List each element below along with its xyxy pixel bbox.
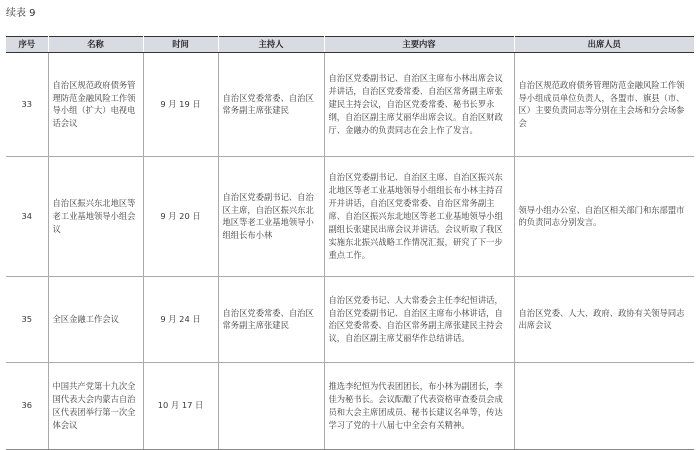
header-number: 序号 (6, 37, 48, 53)
header-name: 名称 (48, 37, 143, 53)
cell-name: 全区金融工作会议 (48, 276, 143, 362)
cell-host: 自治区党委常委、自治区常务副主席张建民 (218, 52, 324, 156)
cell-attendees: 自治区党委、人大、政府、政协有关领导同志出席会议 (514, 276, 694, 362)
table-row (6, 52, 694, 156)
cell-number: 35 (6, 276, 48, 362)
cell-number: 34 (6, 156, 48, 276)
cell-name: 自治区振兴东北地区等老工业基地领导小组会议 (48, 156, 143, 276)
cell-content: 自治区党委书记、人大常委会主任李纪恒讲话，自治区党委副书记、自治区主席布小林讲话，自治区党委常委、自治区常务副主席张建民主持会议，自治区副主席艾丽华作总结讲话。 (324, 276, 514, 362)
table-row (6, 156, 694, 276)
cell-number: 33 (6, 52, 48, 156)
cell-attendees (514, 362, 694, 449)
table-row (6, 276, 694, 362)
header-time: 时间 (143, 37, 218, 53)
cell-host: 自治区党委副书记、自治区主席，自治区振兴东北地区等老工业基地领导小组组长布小林 (218, 156, 324, 276)
cell-name: 自治区规范政府债务管理防范金融风险工作领导小组（扩大）电视电话会议 (48, 52, 143, 156)
table-row (6, 362, 694, 449)
cell-time: 9 月 20 日 (143, 156, 218, 276)
cell-host (218, 362, 324, 449)
cell-host: 自治区党委常委、自治区常务副主席张建民 (218, 276, 324, 362)
cell-content: 自治区党委副书记、自治区主席布小林出席会议并讲话，自治区党委常委、自治区常务副主席张建民主持会议，自治区党委常委、秘书长罗永纲，自治区副主席艾丽华出席会议。自治区财政厅、金融办的负责同志在会上作了发言。 (324, 52, 514, 156)
table-header-row (6, 37, 694, 53)
cell-content: 推选李纪恒为代表团团长，布小林为副团长，李佳为秘书长。会议酝酿了代表资格审查委员会成员和大会主席团成员、秘书长建议名单等，传达学习了党的十八届七中全会有关精神。 (324, 362, 514, 449)
cell-attendees: 自治区规范政府债务管理防范金融风险工作领导小组成员单位负责人，各盟市、旗县（市、区）主要负责同志等分别在主会场和分会场参会 (514, 52, 694, 156)
header-content: 主要内容 (324, 37, 514, 53)
cell-number: 36 (6, 362, 48, 449)
header-host: 主持人 (218, 37, 324, 53)
cell-time: 10 月 17 日 (143, 362, 218, 449)
table-caption: 续表 9 (6, 8, 36, 19)
cell-time: 9 月 19 日 (143, 52, 218, 156)
cell-time: 9 月 24 日 (143, 276, 218, 362)
cell-attendees: 领导小组办公室、自治区相关部门和东部盟市的负责同志分别发言。 (514, 156, 694, 276)
cell-content: 自治区党委副书记、自治区主席、自治区振兴东北地区等老工业基地领导小组组长布小林主持召开并讲话，自治区党委常委、自治区常务副主席、自治区振兴东北地区等老工业基地领导小组副组长张建民出席会议并讲话。会议听取了我区实施东北振兴战略工作情况汇报，研究了下一步重点工作。 (324, 156, 514, 276)
header-attendees: 出席人员 (514, 37, 694, 53)
cell-name: 中国共产党第十九次全国代表大会内蒙古自治区代表团举行第一次全体会议 (48, 362, 143, 449)
meeting-table (6, 36, 694, 450)
